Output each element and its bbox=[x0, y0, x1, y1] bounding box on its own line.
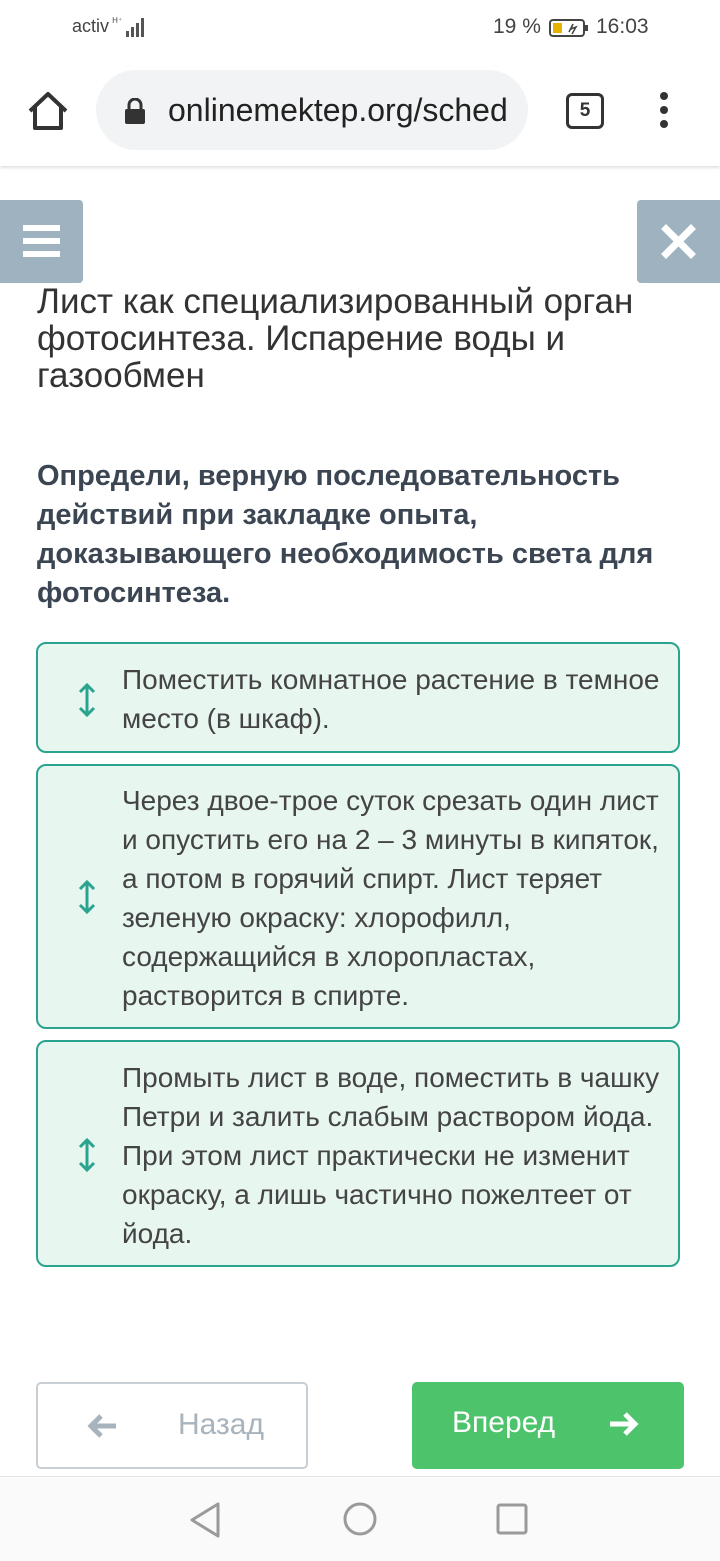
svg-text:H⁺: H⁺ bbox=[112, 16, 123, 25]
tabs-icon[interactable]: 5 bbox=[566, 93, 604, 129]
lock-icon bbox=[124, 98, 146, 124]
address-bar[interactable] bbox=[96, 70, 528, 150]
drag-handle-icon[interactable] bbox=[76, 1138, 98, 1172]
sortable-item-3[interactable] bbox=[36, 1040, 680, 1267]
url-text[interactable]: onlinemektep.org/sched bbox=[168, 92, 508, 128]
signal-icon bbox=[112, 15, 148, 39]
sortable-item-2[interactable] bbox=[36, 764, 680, 1029]
arrow-left-icon bbox=[86, 1412, 118, 1440]
next-label: Вперед bbox=[452, 1406, 556, 1439]
item-text: Промыть лист в воде, поместить в чашку Петри и залить слабым раствором йода. При этом лист практически не изменит окраску, а лишь частично пожелтеет от йода. bbox=[122, 1062, 660, 1249]
sortable-item-1[interactable] bbox=[36, 642, 680, 753]
nav-back-icon[interactable] bbox=[188, 1501, 224, 1539]
item-text: Поместить комнатное растение в темное место (в шкаф). bbox=[122, 664, 660, 734]
item-text: Через двое-трое суток срезать один лист и опустить его на 2 – 3 минуты в кипяток, а потом в горячий спирт. Лист теряет зеленую окраску: хлорофилл, содержащийся в хлоропластах, растворится в спирте. bbox=[122, 785, 659, 1011]
lesson-menu-button[interactable] bbox=[0, 200, 83, 283]
question-text: Определи, верную последовательность действий при закладке опыта, доказывающего необходимость света для фотосинтеза. bbox=[37, 460, 654, 609]
lesson-close-button[interactable] bbox=[637, 200, 720, 283]
browser-toolbar bbox=[0, 56, 720, 166]
next-button[interactable] bbox=[412, 1382, 684, 1469]
status-bar bbox=[0, 0, 720, 56]
more-vert-icon[interactable] bbox=[652, 90, 676, 130]
drag-handle-icon[interactable] bbox=[76, 683, 98, 717]
drag-handle-icon[interactable] bbox=[76, 880, 98, 914]
battery-percent: 19 % bbox=[493, 15, 541, 38]
nav-recent-icon[interactable] bbox=[496, 1503, 528, 1535]
arrow-right-icon bbox=[608, 1410, 640, 1438]
clock: 16:03 bbox=[596, 15, 649, 38]
close-icon bbox=[637, 200, 720, 283]
back-label: Назад bbox=[178, 1408, 264, 1441]
battery-icon bbox=[549, 18, 589, 38]
lesson-title: Лист как специализированный орган фотосинтеза. Испарение воды и газообмен bbox=[37, 282, 634, 395]
hamburger-icon bbox=[0, 200, 83, 283]
carrier-name: activ bbox=[72, 16, 110, 36]
home-icon[interactable] bbox=[26, 89, 70, 133]
back-button[interactable] bbox=[36, 1382, 308, 1469]
nav-home-icon[interactable] bbox=[342, 1501, 378, 1537]
system-nav-bar bbox=[0, 1476, 720, 1561]
